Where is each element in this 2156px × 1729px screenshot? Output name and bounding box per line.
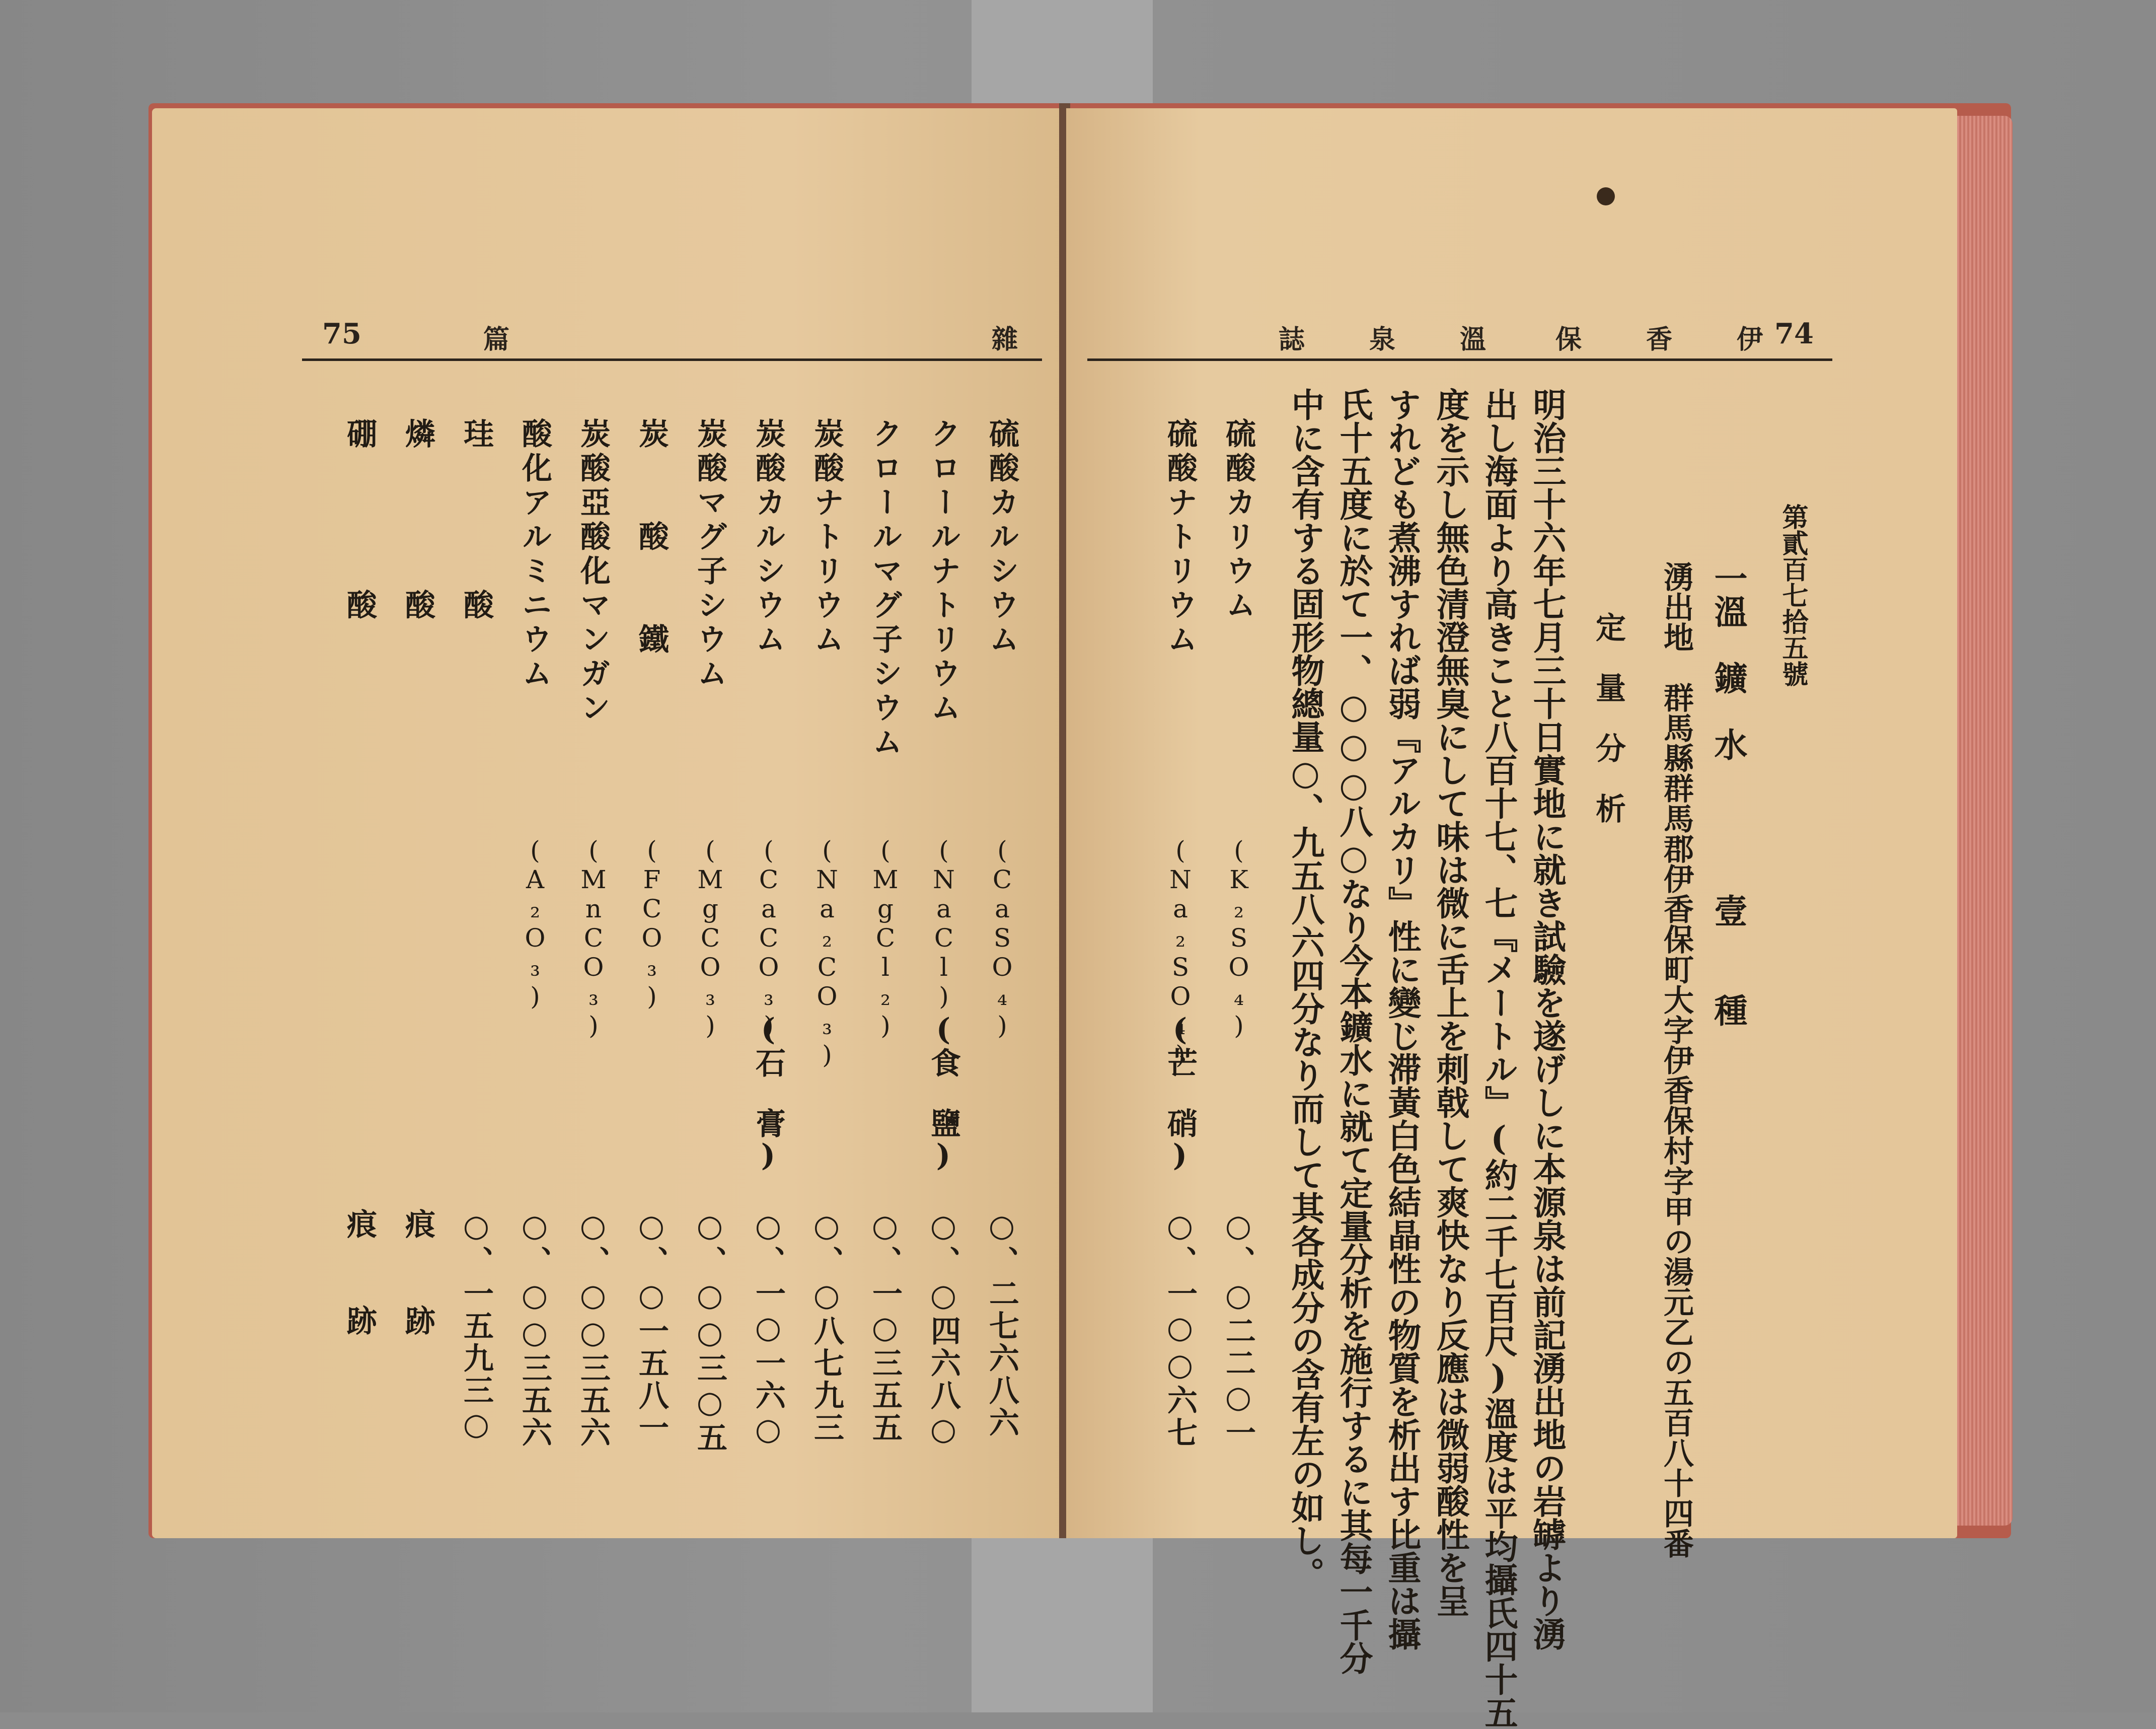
compound-name: 炭酸マグ子シウム — [692, 418, 727, 692]
compound-common-name: (食 鹽) — [926, 1012, 961, 1173]
paragraph-line: すれども煮沸すれば弱『アルカリ』性に變じ滞黃白色結晶性の物質を析出す比重は攝 — [1382, 388, 1422, 1650]
right-running-title-char-3: 溫 — [1460, 324, 1486, 355]
compound-name: 酸化アルミニウム — [517, 418, 552, 692]
right-running-title-char-4: 保 — [1555, 324, 1582, 355]
compound-amount: ○、一○三五五 — [867, 1208, 903, 1444]
compound-amount: ○、二七六八六 — [984, 1208, 1019, 1439]
compound-amount: ○、一五九三○ — [459, 1208, 494, 1444]
compound-name: 硫酸カルシウム — [984, 418, 1019, 658]
compound-amount: ○、○○三五六 — [517, 1208, 552, 1449]
paragraph-line: 出し海面より高きこと八百十七、七『メートル』(約二千七百尺)溫度は平均攝氏四十五 — [1479, 388, 1518, 1729]
compound-formula: (CaCO₃) — [754, 836, 783, 1040]
compound-formula: (FCO₃) — [637, 836, 666, 1011]
compound-common-name: (芒 硝) — [1162, 1012, 1198, 1173]
compound-formula: (MnCO₃) — [579, 836, 608, 1040]
compound-formula: (NaCl) — [929, 836, 958, 1011]
compound-name: 炭酸ナトリウム — [809, 418, 844, 658]
compound-amount: 痕 跡 — [400, 1208, 435, 1337]
compound-name: 炭 酸 鐵 — [634, 418, 669, 658]
compound-amount: ○、○一五八一 — [634, 1208, 669, 1444]
right-running-title-char-6: 伊 — [1737, 324, 1763, 355]
compound-name: 燐 酸 — [400, 418, 435, 623]
compound-amount: ○、○八七九三 — [809, 1208, 844, 1444]
compound-name: クロールナトリウム — [926, 418, 961, 726]
compound-amount: ○、○○三五六 — [575, 1208, 611, 1449]
right-header-rule — [1087, 358, 1832, 361]
left-header-rule — [302, 358, 1042, 361]
paragraph-line: 明治三十六年七月三十日實地に就き試驗を遂げしに本源泉は前記湧出地の岩罅より湧 — [1527, 388, 1567, 1650]
compound-formula: (MgCl₂) — [871, 836, 900, 1040]
paragraph-line: 度を示し無色清澄無臭にして味は微に舌上を刺戟して爽快なり反應は微弱酸性を呈 — [1431, 388, 1470, 1617]
compound-formula: (Na₂CO₃) — [812, 836, 842, 1069]
compound-formula: (MgCO₃) — [696, 836, 725, 1040]
right-page-header — [1087, 317, 1814, 355]
right-running-title-char-2: 泉 — [1369, 324, 1396, 355]
right-running-title-char-5: 香 — [1646, 324, 1673, 355]
left-page-header — [322, 317, 1037, 355]
compound-name: 硫酸ナトリウム — [1162, 418, 1198, 658]
compound-name: 炭酸カルシウム — [751, 418, 786, 658]
compound-amount: 痕 跡 — [342, 1208, 377, 1337]
issue-number: 第貳百七拾五號 — [1777, 503, 1808, 687]
compound-amount: ○、一○一六○ — [751, 1208, 786, 1449]
compound-amount: ○、一○○六七 — [1162, 1208, 1198, 1449]
left-running-title-char-1: 篇 — [483, 324, 510, 355]
left-page-number: 75 — [322, 317, 361, 350]
compound-amount: ○、○四六八○ — [926, 1208, 961, 1449]
compound-common-name: (石 膏) — [751, 1012, 786, 1173]
compound-name: 硫酸カリウム — [1221, 418, 1256, 623]
water-heading: 一溫 鑛 水 壹 種 — [1708, 561, 1748, 1027]
compound-formula: (Na₂SO₄) — [1166, 836, 1195, 1069]
compound-formula: (CaSO₄) — [988, 836, 1017, 1040]
compound-amount: ○、○○三○五 — [692, 1208, 727, 1454]
compound-name: クロールマグ子シウム — [867, 418, 903, 760]
compound-name: 炭酸亞酸化マンガン — [575, 418, 611, 726]
compound-name: 珪 酸 — [459, 418, 494, 623]
compound-formula: (K₂SO₄) — [1224, 836, 1253, 1040]
page-edges — [1957, 116, 2013, 1526]
compound-amount: ○、○二二○一 — [1221, 1208, 1256, 1449]
compound-formula: (A₂O₃) — [521, 836, 550, 1011]
left-running-title-char-2: 雜 — [992, 324, 1018, 355]
right-page-number: 74 — [1774, 317, 1814, 350]
right-running-title-char-1: 誌 — [1279, 324, 1305, 355]
compound-name: 硼 酸 — [342, 418, 377, 623]
source-location: 湧出地 群馬縣群馬郡伊香保町大字伊香保村字甲の湯元乙の五百八十四番 — [1659, 561, 1694, 1558]
paragraph-line: 中に含有する固形物總量○、九五八六四分なり而して其各成分の含有左の如し。 — [1286, 388, 1325, 1590]
section-title: 定 量 分 析 — [1591, 612, 1626, 823]
paragraph-line: 氏十五度に於て一、○○○八○なり今本鑛水に就て定量分析を施行するに其每一千分 — [1334, 388, 1373, 1675]
ink-spot — [1597, 187, 1615, 205]
